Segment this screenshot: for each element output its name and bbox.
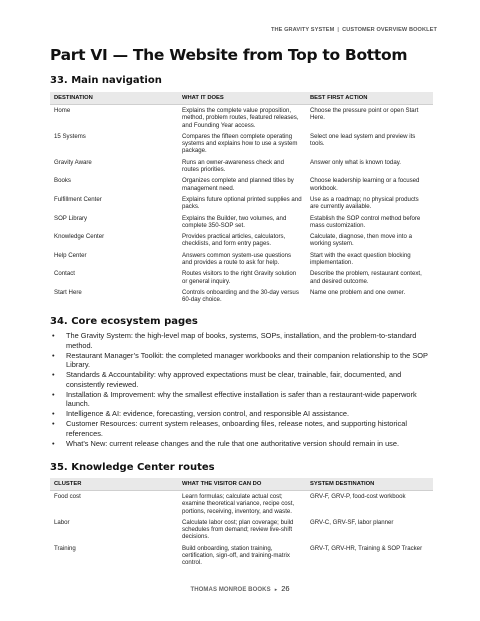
table-cell: Help Center	[54, 251, 87, 259]
table-cell: Controls onboarding and the 30-day versus 60-day choice.	[182, 288, 299, 304]
table-cell: Select one lead system and preview its tools.	[310, 132, 416, 148]
table-cell: Start Here	[54, 288, 82, 296]
table-cell: Answer only what is known today.	[310, 158, 401, 166]
bullet-icon: •	[52, 370, 55, 380]
footer-publisher: THOMAS MONROE BOOKS	[190, 587, 271, 593]
table-cell: Choose the pressure point or open Start Here.	[310, 107, 419, 122]
column-header: DESTINATION	[50, 92, 178, 105]
table-cell: Explains the complete value proposition, method, problem routes, featured releases, and Founding Year access.	[182, 107, 299, 129]
list-item	[50, 370, 433, 389]
table-row	[50, 131, 433, 157]
table-row	[50, 231, 433, 250]
list-item-text: Intelligence & AI: evidence, forecasting, version control, and responsible AI assistance.	[66, 409, 350, 419]
table-cell: Calculate labor cost; plan coverage; build schedules from demand; review live-shift decisions.	[182, 518, 294, 541]
list-item	[50, 439, 433, 449]
list-item-text: Standards & Accountability: why approved expectations must be clear, trainable, fair, documented, and consistently reviewed.	[66, 370, 402, 389]
table-cell: GRV-T, GRV-HR, Training & SOP Tracker	[310, 544, 423, 552]
table-cell: Books	[54, 177, 71, 185]
part-title: Part VI — The Website from Top to Bottom	[50, 46, 408, 64]
header-separator: |	[337, 27, 340, 33]
table-cell: Choose leadership learning or a focused workbook.	[310, 177, 420, 192]
list-item	[50, 351, 433, 370]
header-booklet-name: CUSTOMER OVERVIEW BOOKLET	[342, 27, 437, 33]
bullet-icon: •	[52, 389, 55, 399]
section-title-knowledge-center: 35. Knowledge Center routes	[50, 462, 215, 473]
table-header	[50, 92, 433, 105]
table-row	[50, 268, 433, 287]
table-cell: Runs an owner-awareness check and routes priorities.	[182, 158, 284, 174]
column-header: WHAT IT DOES	[178, 92, 306, 105]
table-cell: Start with the exact question blocking implementation.	[310, 251, 411, 267]
table-cell: Compares the fifteen complete operating systems and explains how to use a system package.	[182, 132, 298, 155]
knowledge-center-table	[50, 478, 433, 569]
table-cell: 15 Systems	[54, 132, 86, 140]
table-row	[50, 517, 433, 543]
section-title-main-navigation: 33. Main navigation	[50, 75, 162, 86]
table-cell: Calculate, diagnose, then move into a working system.	[310, 233, 412, 248]
column-header: WHAT THE VISITOR CAN DO	[178, 478, 306, 491]
table-cell: SOP Library	[54, 214, 88, 222]
column-header: CLUSTER	[50, 478, 178, 491]
bullet-icon: •	[52, 419, 55, 429]
page-footer	[0, 584, 480, 593]
list-item-text: Restaurant Manager’s Toolkit: the completed manager workbooks and their companion relationship to the SOP Library.	[66, 350, 428, 370]
table-cell: Provides practical articles, calculators, checklists, and form entry pages.	[182, 233, 286, 248]
footer-arrow-icon: ▸	[274, 587, 278, 593]
list-item	[50, 419, 433, 438]
table-cell: Gravity Aware	[54, 158, 92, 166]
table-cell: Knowledge Center	[54, 233, 105, 241]
table-cell: Fulfillment Center	[54, 195, 102, 203]
table-cell: Contact	[54, 270, 76, 278]
table-cell: GRV-C, GRV-SF, labor planner	[310, 518, 394, 526]
bullet-icon: •	[52, 409, 55, 419]
table-row	[50, 543, 433, 569]
table-cell: Explains future optional printed supplies and packs.	[182, 195, 302, 211]
table-row	[50, 175, 433, 194]
table-cell: Home	[54, 107, 71, 114]
table-row	[50, 250, 433, 269]
list-item	[50, 409, 433, 419]
table-row	[50, 287, 433, 306]
list-item-text: Customer Resources: current system releases, onboarding files, release notes, and supporting historical references.	[66, 419, 407, 438]
table-cell: Explains the Builder, two volumes, and complete 350-SOP set.	[182, 214, 287, 229]
table-cell: Use as a roadmap; no physical products are currently available.	[310, 195, 419, 211]
table-cell: Build onboarding, station training, certification, sign-off, and training-matrix control.	[182, 544, 290, 567]
table-cell: Training	[54, 544, 76, 552]
table-cell: Answers common system-use questions and provides a route to ask for help.	[182, 251, 292, 267]
core-ecosystem-list	[50, 331, 433, 449]
section-title-core-ecosystem: 34. Core ecosystem pages	[50, 316, 198, 327]
list-item	[50, 331, 433, 350]
list-item-text: What’s New: current release changes and the rule that one authoritative version should remain in use.	[66, 438, 400, 448]
column-header: BEST FIRST ACTION	[306, 92, 433, 105]
table-header	[50, 478, 433, 491]
table-row	[50, 213, 433, 232]
list-item-text: Installation & Improvement: why the smallest effective installation is safer than a restaurant-wide paperwork launch.	[66, 389, 417, 409]
table-row	[50, 105, 433, 131]
table-cell: GRV-F, GRV-P, food-cost workbook	[310, 493, 406, 500]
table-cell: Name one problem and one owner.	[310, 288, 406, 296]
bullet-icon: •	[52, 350, 55, 360]
column-header: SYSTEM DESTINATION	[306, 478, 433, 491]
main-navigation-table	[50, 92, 433, 306]
table-row	[50, 194, 433, 213]
table-cell: Labor	[54, 518, 70, 526]
page-number: 26	[281, 584, 290, 593]
table-cell: Routes visitors to the right Gravity solution or general inquiry.	[182, 270, 297, 285]
table-cell: Describe the problem, restaurant context, and desired outcome.	[310, 270, 422, 285]
list-item-text: The Gravity System: the high-level map of books, systems, SOPs, installation, and the problem-to-standard method.	[66, 331, 417, 350]
bullet-icon: •	[52, 438, 55, 448]
header-system-name: THE GRAVITY SYSTEM	[270, 27, 335, 33]
table-cell: Learn formulas; calculate actual cost; examine theoretical variance, recipe cost, portions, receiving, inventory, and waste.	[182, 493, 295, 515]
table-row	[50, 491, 433, 517]
bullet-icon: •	[52, 331, 55, 340]
table-cell: Organizes complete and planned titles by management need.	[182, 177, 294, 192]
table-cell: Food cost	[54, 493, 81, 500]
table-cell: Establish the SOP control method before mass customization.	[310, 214, 421, 229]
list-item	[50, 390, 433, 409]
table-row	[50, 157, 433, 176]
running-header	[271, 27, 437, 33]
